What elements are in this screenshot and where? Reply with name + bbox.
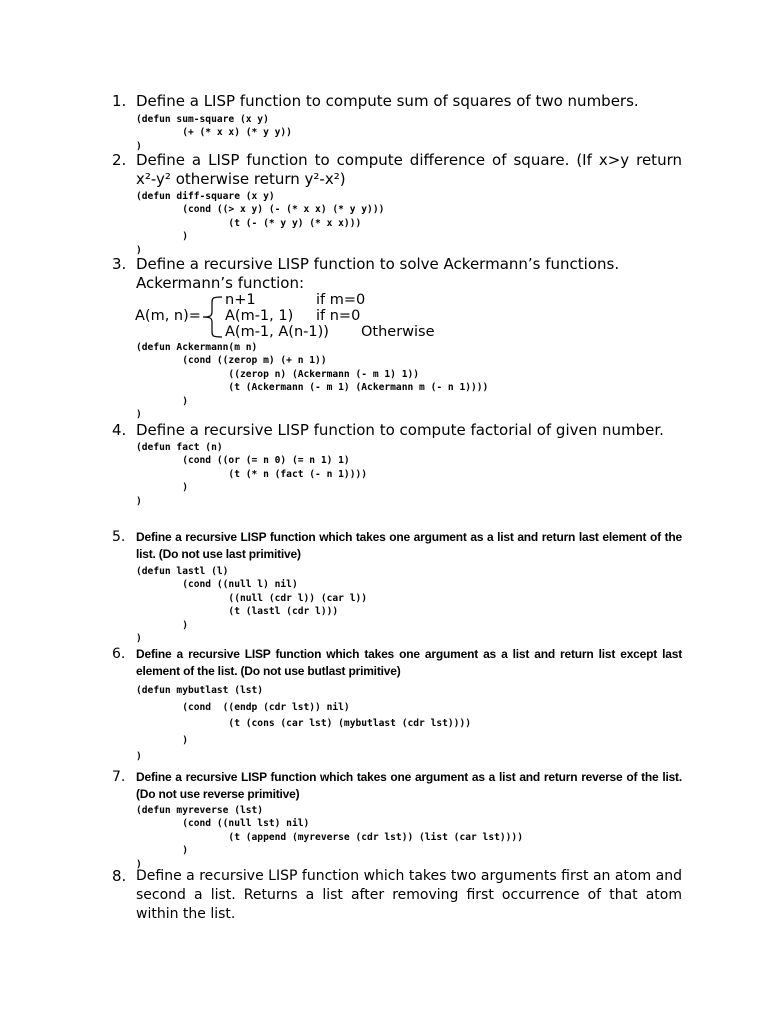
code-block: (defun Ackermann(m n) (cond ((zerop m) (+ n 1)) ((zerop n) (Ackermann (- m 1) 1)) (t (Ackermann (- m 1) (Ackermann m (- n 1)))) ) ) <box>136 342 489 421</box>
code-block: (defun lastl (l) (cond ((null l) nil) ((null (cdr l)) (car l)) (t (lastl (cdr l))) ) ) <box>136 566 368 645</box>
brace-icon <box>200 294 226 340</box>
question-6 <box>112 646 682 766</box>
code-block: (defun fact (n) (cond ((or (= n 0) (= n 1) 1) (t (* n (fact (- n 1)))) ) ) <box>136 442 368 507</box>
question-text: Define a recursive LISP function to solve Ackermann’s functions. <box>136 255 620 273</box>
question-number: 7. <box>112 769 126 785</box>
case-1-condition: if m=0 <box>316 292 366 308</box>
question-text: Define a recursive LISP function which takes one argument as a list and return reverse of the list. (Do not use reverse primitive) <box>136 770 682 801</box>
code-block: (defun sum-square (x y) (+ (* x x) (* y y)) ) <box>136 114 292 152</box>
question-text: Define a LISP function to compute sum of squares of two numbers. <box>136 92 639 110</box>
question-5 <box>112 529 682 645</box>
question-number: 3. <box>112 255 127 273</box>
question-number: 2. <box>112 151 127 169</box>
question-subtitle: Ackermann’s function: <box>136 274 305 292</box>
question-number: 5. <box>112 529 126 545</box>
question-4 <box>112 421 682 508</box>
question-2 <box>112 151 682 257</box>
question-number: 1. <box>112 92 127 110</box>
code-block: (defun mybutlast (lst) (cond ((endp (cdr lst)) nil) (t (cons (car lst) (mybutlast (cdr lst)))) ) ) <box>136 685 472 762</box>
question-3 <box>112 255 682 293</box>
question-text: Define a recursive LISP function which takes one argument as a list and return list except last element of the list. (Do not use butlast primitive) <box>136 647 682 678</box>
question-1 <box>112 92 682 153</box>
case-2-condition: if n=0 <box>316 308 361 324</box>
question-text: Define a recursive LISP function which takes two arguments first an atom and second a list. Returns a list after removing first occurrence of that atom within the list. <box>136 868 682 922</box>
case-1-expression: n+1 <box>225 292 256 308</box>
case-3-expression: A(m-1, A(n-1)) <box>225 324 329 340</box>
question-8 <box>112 867 682 924</box>
question-text: Define a LISP function to compute difference of square. (If x>y return x²-y² otherwise return y²-x²) <box>136 151 682 188</box>
code-block: (defun diff-square (x y) (cond ((> x y) (- (* x x) (* y y))) (t (- (* y y) (* x x))) ) ) <box>136 191 385 256</box>
question-number: 4. <box>112 421 127 439</box>
formula-lhs: A(m, n)= <box>135 308 201 324</box>
question-3-code <box>112 341 682 421</box>
code-block: (defun myreverse (lst) (cond ((null lst) nil) (t (append (myreverse (cdr lst)) (list (car lst)))) ) ) <box>136 805 523 870</box>
case-3-condition: Otherwise <box>361 324 435 340</box>
question-7 <box>112 769 682 871</box>
question-number: 8. <box>112 867 127 885</box>
question-number: 6. <box>112 646 126 662</box>
case-2-expression: A(m-1, 1) <box>225 308 294 324</box>
question-text: Define a recursive LISP function to compute factorial of given number. <box>136 421 664 439</box>
question-text: Define a recursive LISP function which takes one argument as a list and return last element of the list. (Do not use last primitive) <box>136 530 682 561</box>
